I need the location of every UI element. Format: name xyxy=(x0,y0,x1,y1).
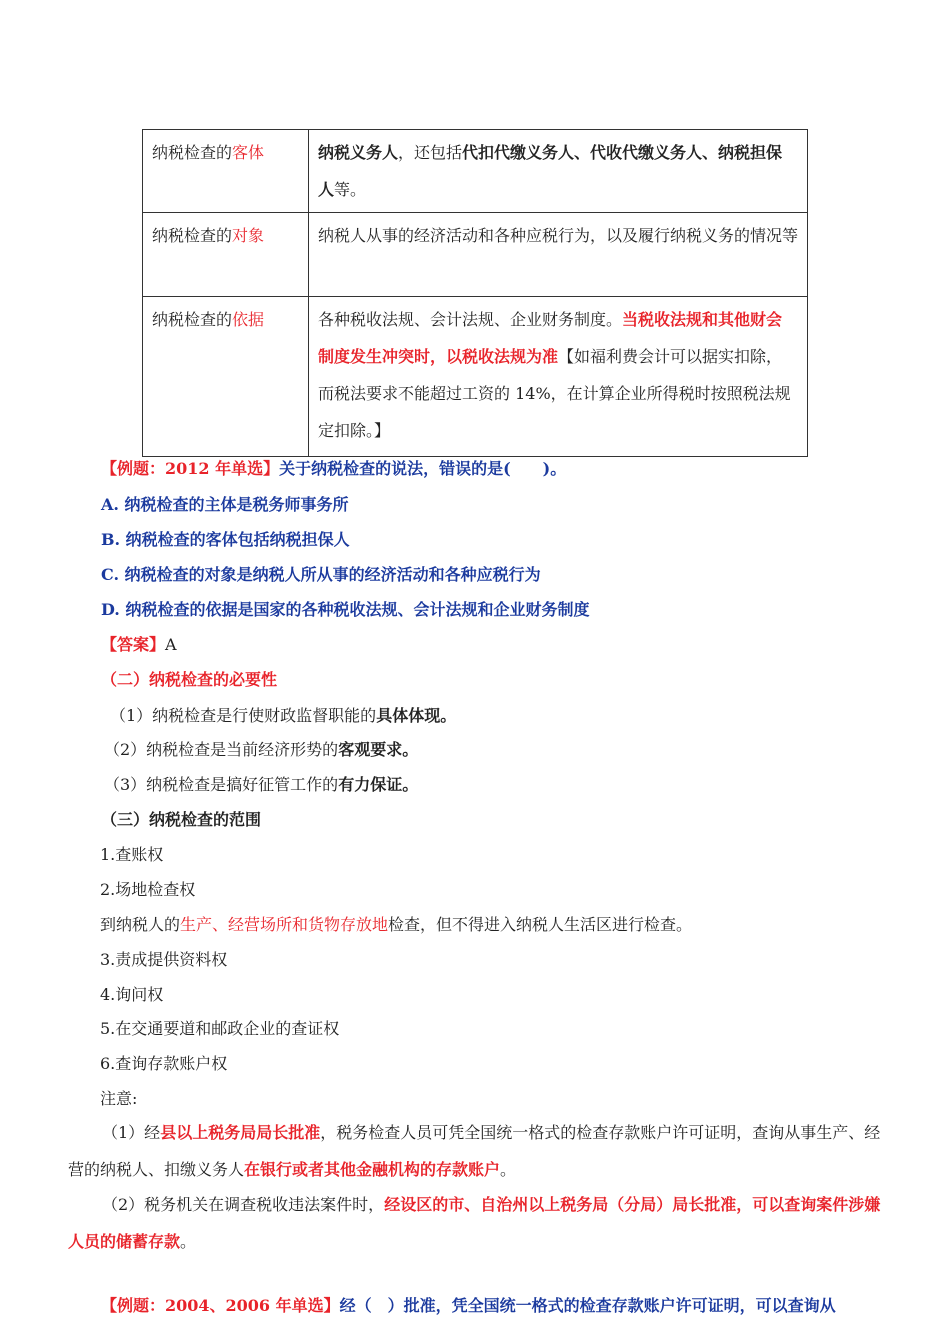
definition-table xyxy=(142,129,808,457)
note-text: （1）经 xyxy=(102,1123,161,1142)
answer-value: A xyxy=(165,635,177,654)
table-label-cell xyxy=(143,297,309,457)
list-item: 3.责成提供资料权 xyxy=(100,950,228,969)
desc-text: 检查，但不得进入纳税人生活区进行检查。 xyxy=(388,915,693,934)
section-heading: （三）纳税检查的范围 xyxy=(101,810,262,829)
item-text: （3）纳税检查是搞好征管工作的 xyxy=(104,775,339,794)
answer xyxy=(101,633,177,657)
section-heading: （二）纳税检查的必要性 xyxy=(101,670,278,689)
label-prefix: 纳税检查的 xyxy=(152,310,233,329)
option-d: D. 纳税检查的依据是国家的各种税收法规、会计法规和企业财务制度 xyxy=(101,600,590,619)
content-text: 各种税收法规、会计法规、企业财务制度。 xyxy=(318,310,623,329)
table-content-cell xyxy=(309,297,808,457)
table-row xyxy=(143,297,808,457)
table-content-cell xyxy=(309,130,808,213)
list-item xyxy=(104,773,418,797)
list-item: 2.场地检查权 xyxy=(100,880,196,899)
item-text: （1）纳税检查是行使财政监督职能的 xyxy=(110,706,377,725)
content-text: 等。 xyxy=(334,180,367,199)
item-text: （2）纳税检查是当前经济形势的 xyxy=(104,740,339,759)
content-text: 纳税人从事的经济活动和各种应税行为，以及履行纳税义务的情况等 xyxy=(318,226,799,245)
list-item: 1.查账权 xyxy=(100,845,164,864)
note-paragraph xyxy=(68,1114,883,1188)
label-key: 依据 xyxy=(232,310,265,329)
question-text: 关于纳税检查的说法，错误的是( )。 xyxy=(279,459,567,478)
content-red-bold: 当税收法规和其他财会制度发生冲突时，以税收法规为准 xyxy=(318,310,783,366)
content-bold: 代扣代缴义务人、代收代缴义务人、纳税担保人 xyxy=(318,143,783,199)
list-item xyxy=(104,738,418,762)
note-label: 注意: xyxy=(100,1089,138,1108)
table-row xyxy=(143,130,808,213)
question-text: 经（ ）批准，凭全国统一格式的检查存款账户许可证明，可以查询从 xyxy=(339,1296,836,1315)
item-bold: 客观要求。 xyxy=(338,740,419,759)
desc-text: 到纳税人的 xyxy=(100,915,181,934)
list-item: 4.询问权 xyxy=(100,985,164,1004)
item-bold: 具体体现。 xyxy=(376,706,457,725)
label-key: 客体 xyxy=(232,143,265,162)
table-label-cell xyxy=(143,213,309,297)
label-prefix: 纳税检查的 xyxy=(152,143,233,162)
note-text: 。 xyxy=(500,1160,517,1179)
note-red: 经设区的市、自治州以上税务局（分局）局长批准，可以查询案件涉嫌人员的储蓄存款 xyxy=(68,1195,881,1251)
option-b: B. 纳税检查的客体包括纳税担保人 xyxy=(101,530,350,549)
note-red: 县以上税务局局长批准 xyxy=(160,1123,321,1142)
item-description xyxy=(100,913,692,937)
example-tag: 【例题：2004、2006 年单选】 xyxy=(101,1296,340,1315)
note-text: 。 xyxy=(180,1232,197,1251)
example-tag: 【例题：2012 年单选】 xyxy=(101,459,280,478)
option-c: C. 纳税检查的对象是纳税人所从事的经济活动和各种应税行为 xyxy=(101,565,541,584)
note-paragraph xyxy=(68,1186,883,1260)
content-text: ，还包括 xyxy=(398,143,463,162)
label-prefix: 纳税检查的 xyxy=(152,226,233,245)
table-row xyxy=(143,213,808,297)
table-content-cell xyxy=(309,213,808,297)
table-label-cell xyxy=(143,130,309,213)
label-key: 对象 xyxy=(232,226,265,245)
note-text: ，税务检查人员可凭全国统一格式的检查存款账户许可证明，查询从事生产、经营的纳税人、扣缴义务人 xyxy=(68,1123,881,1179)
note-red: 在银行或者其他金融机构的存款账户 xyxy=(244,1160,501,1179)
content-text: 【如福利费会计可以据实扣除，而税法要求不能超过工资的 14%，在计算企业所得税时按照税法规定扣除。】 xyxy=(318,347,791,440)
desc-red: 生产、经营场所和货物存放地 xyxy=(180,915,389,934)
list-item xyxy=(110,704,456,728)
example-question xyxy=(101,1294,836,1318)
note-text: （2）税务机关在调查税收违法案件时， xyxy=(102,1195,385,1214)
content-bold: 纳税义务人 xyxy=(318,143,399,162)
list-item: 6.查询存款账户权 xyxy=(100,1054,228,1073)
example-question xyxy=(101,457,566,481)
item-bold: 有力保证。 xyxy=(338,775,419,794)
list-item: 5.在交通要道和邮政企业的查证权 xyxy=(100,1019,340,1038)
option-a: A. 纳税检查的主体是税务师事务所 xyxy=(101,495,349,514)
answer-label: 【答案】 xyxy=(101,635,166,654)
